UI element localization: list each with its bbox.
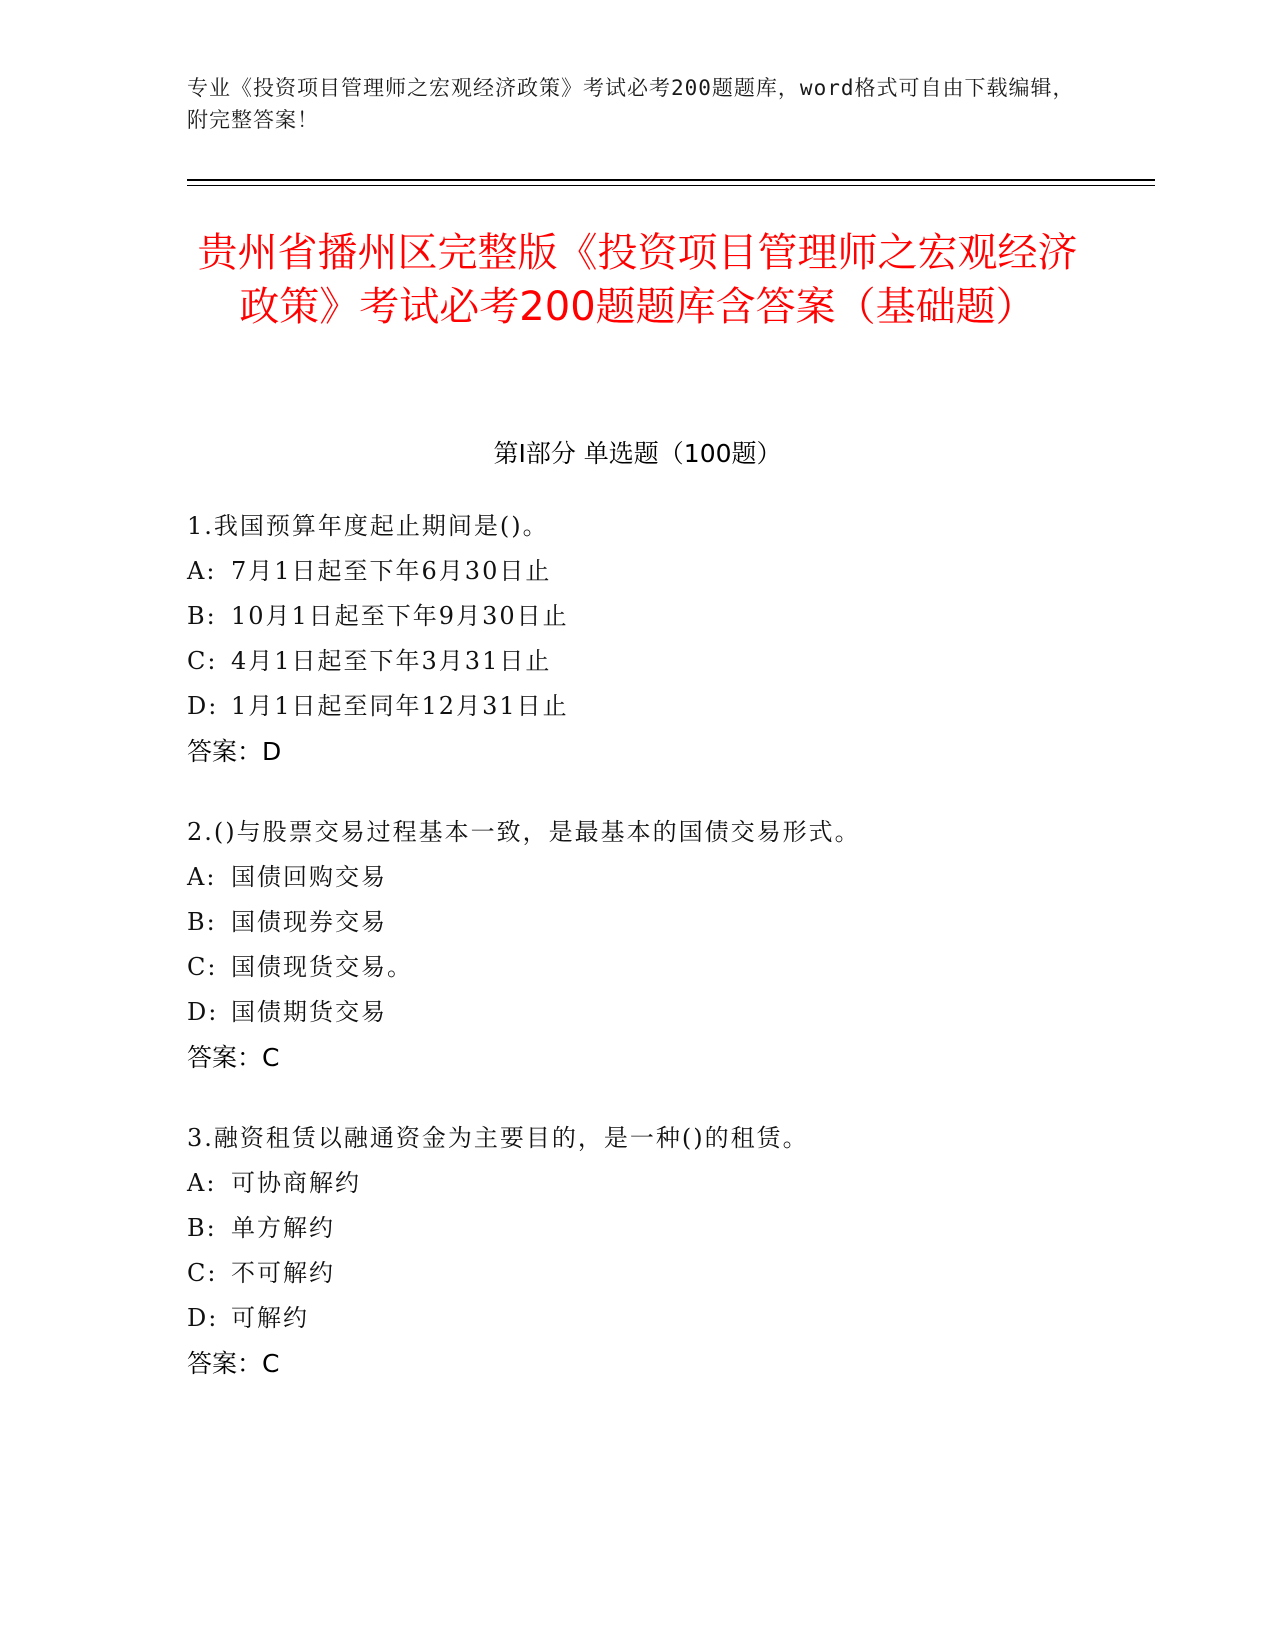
option-letter: C:: [187, 1259, 218, 1287]
option-text: 不可解约: [231, 1259, 335, 1287]
option-letter: A:: [187, 1169, 217, 1197]
option-text: 国债现券交易: [231, 908, 387, 936]
option-b: [187, 1206, 1147, 1251]
option-letter: B:: [187, 1214, 217, 1242]
option-letter: C:: [187, 953, 218, 981]
option-b: [187, 900, 1147, 945]
option-letter: D:: [187, 692, 219, 720]
question-stem: 2.()与股票交易过程基本一致，是最基本的国债交易形式。: [187, 818, 861, 846]
header-divider-thick: [187, 179, 1155, 181]
answer: 答案：D: [187, 737, 282, 766]
option-c: [187, 639, 1147, 684]
option-letter: A:: [187, 863, 217, 891]
option-text: 国债期货交易: [231, 998, 387, 1026]
option-d: [187, 684, 1147, 729]
question-2: [187, 810, 1147, 1080]
option-letter: B:: [187, 602, 217, 630]
option-text: 国债现货交易。: [231, 953, 413, 981]
option-text: 可协商解约: [231, 1169, 361, 1197]
question-stem: 3.融资租赁以融通资金为主要目的，是一种()的租赁。: [187, 1124, 809, 1152]
header-note: 专业《投资项目管理师之宏观经济政策》考试必考200题题库，word格式可自由下载编辑，附完整答案！: [187, 76, 1075, 132]
option-text: 10月1日起至下年9月30日止: [231, 602, 569, 630]
answer: 答案：C: [187, 1043, 280, 1072]
option-text: 4月1日起至下年3月31日止: [231, 647, 552, 675]
option-a: [187, 855, 1147, 900]
question-stem: 1.我国预算年度起止期间是()。: [187, 512, 549, 540]
option-text: 可解约: [231, 1304, 309, 1332]
document-title: 贵州省播州区完整版《投资项目管理师之宏观经济政策》考试必考200题题库含答案（基础题）: [197, 230, 1078, 330]
option-letter: D:: [187, 998, 219, 1026]
option-b: [187, 594, 1147, 639]
option-a: [187, 1161, 1147, 1206]
option-d: [187, 990, 1147, 1035]
option-c: [187, 1251, 1147, 1296]
option-letter: C:: [187, 647, 218, 675]
question-3: [187, 1116, 1147, 1386]
question-1: [187, 504, 1147, 774]
option-a: [187, 549, 1147, 594]
option-c: [187, 945, 1147, 990]
option-text: 7月1日起至下年6月30日止: [231, 557, 552, 585]
option-d: [187, 1296, 1147, 1341]
option-letter: B:: [187, 908, 217, 936]
option-text: 1月1日起至同年12月31日止: [231, 692, 569, 720]
option-letter: D:: [187, 1304, 219, 1332]
option-text: 国债回购交易: [231, 863, 387, 891]
option-letter: A:: [187, 557, 217, 585]
header-divider-thin: [187, 185, 1155, 186]
answer: 答案：C: [187, 1349, 280, 1378]
option-text: 单方解约: [231, 1214, 335, 1242]
section-heading: 第Ⅰ部分 单选题（100题）: [493, 439, 782, 468]
